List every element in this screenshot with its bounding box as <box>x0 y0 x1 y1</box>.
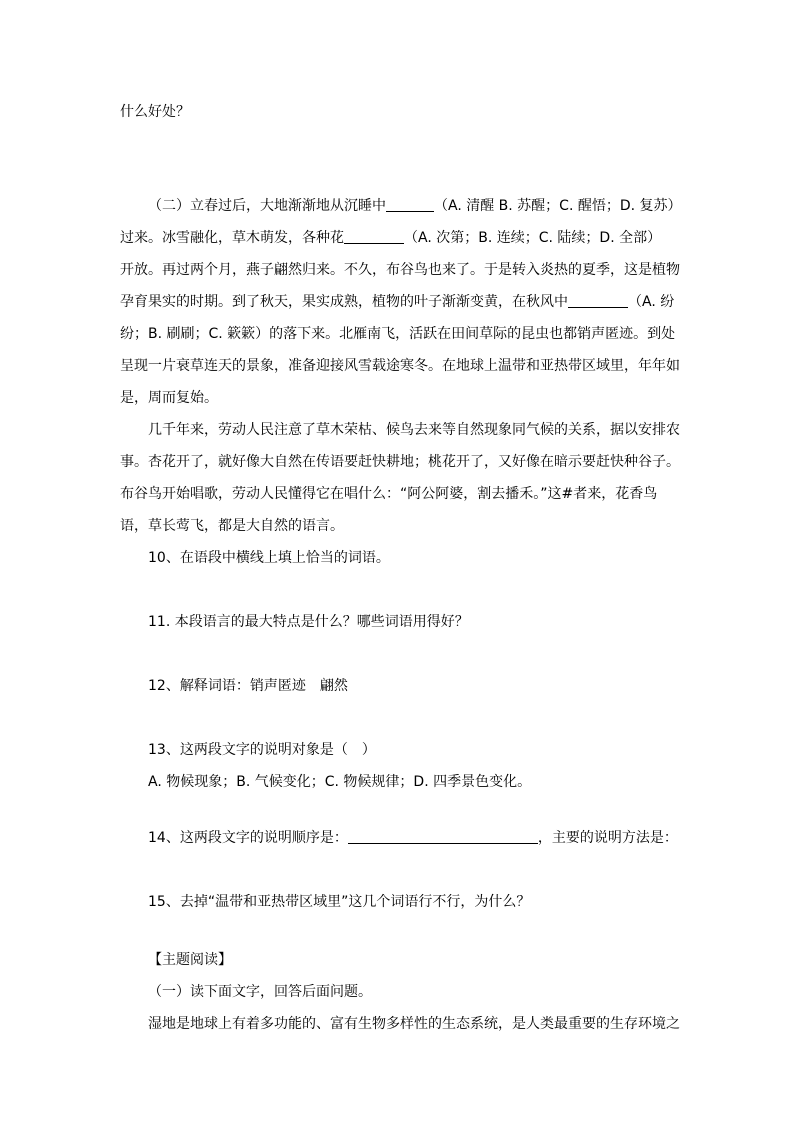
passage-line <box>148 196 682 216</box>
passage-line: 几千年来，劳动人民注意了草木荣枯、候鸟去来等自然现象同气候的关系，据以安排农 <box>148 422 680 438</box>
passage-line: 开放。再过两个月，燕子翩然归来。不久，布谷鸟也来了。于是转入炎热的夏季，这是植物 <box>120 262 680 278</box>
question-13: 13、这两段文字的说明对象是（ ） <box>148 742 376 758</box>
choice-options: （A. 清醒 B. 苏醒；C. 醒悟；D. 复苏） <box>434 198 682 214</box>
passage-line: 纷；B. 刷刷；C. 簌簌）的落下来。北雁南飞，活跃在田间草际的昆虫也都销声匿迹。到处 <box>120 326 676 342</box>
question-12: 12、解释词语：销声匿迹 翩然 <box>148 678 348 694</box>
passage-text: 过来。冰雪融化，草木萌发，各种花 <box>120 230 344 246</box>
question-13-options: A. 物候现象；B. 气候变化；C. 物候规律；D. 四季景色变化。 <box>148 774 532 790</box>
passage-line <box>120 292 674 312</box>
choice-options: （A. 纷 <box>628 294 675 310</box>
question-14 <box>148 828 678 848</box>
passage-line: 布谷鸟开始唱歌，劳动人民懂得它在唱什么：“阿公阿婆，割去播禾。”这#者来，花香鸟 <box>120 486 658 502</box>
passage-text: 孕育果实的时期。到了秋天，果实成熟，植物的叶子渐渐变黄，在秋风中 <box>120 294 568 310</box>
choice-options: （A. 次第；B. 连续；C. 陆续；D. 全部） <box>404 230 662 246</box>
passage-text: （二）立春过后，大地渐渐地从沉睡中 <box>148 198 386 214</box>
section-heading: 【主题阅读】 <box>148 952 232 968</box>
prev-question-tail: 什么好处？ <box>120 104 190 120</box>
question-10: 10、在语段中横线上填上恰当的词语。 <box>148 550 390 566</box>
passage-line <box>120 228 661 248</box>
fill-blank[interactable] <box>344 229 404 244</box>
passage-line: 是，周而复始。 <box>120 390 218 406</box>
question-text: 14、这两段文字的说明顺序是： <box>148 830 348 846</box>
fill-blank[interactable] <box>386 197 434 212</box>
question-15: 15、去掉“温带和亚热带区域里”这几个词语行不行，为什么？ <box>148 894 531 910</box>
passage-line: 湿地是地球上有着多功能的、富有生物多样性的生态系统，是人类最重要的生存环境之 <box>148 1016 680 1032</box>
question-11: 11. 本段语言的最大特点是什么？哪些词语用得好？ <box>148 614 469 630</box>
subsection-heading: （一）读下面文字，回答后面问题。 <box>148 984 372 1000</box>
passage-line: 呈现一片衰草连天的景象，准备迎接风雪载途寒冬。在地球上温带和亚热带区域里，年年如 <box>120 358 680 374</box>
fill-blank[interactable] <box>568 293 628 308</box>
answer-blank[interactable] <box>348 829 538 844</box>
passage-line: 语，草长莺飞，都是大自然的语言。 <box>120 518 344 534</box>
question-text: ，主要的说明方法是： <box>537 830 678 846</box>
passage-line: 事。杏花开了，就好像大自然在传语要赶快耕地；桃花开了，又好像在暗示要赶快种谷子。 <box>120 454 680 470</box>
